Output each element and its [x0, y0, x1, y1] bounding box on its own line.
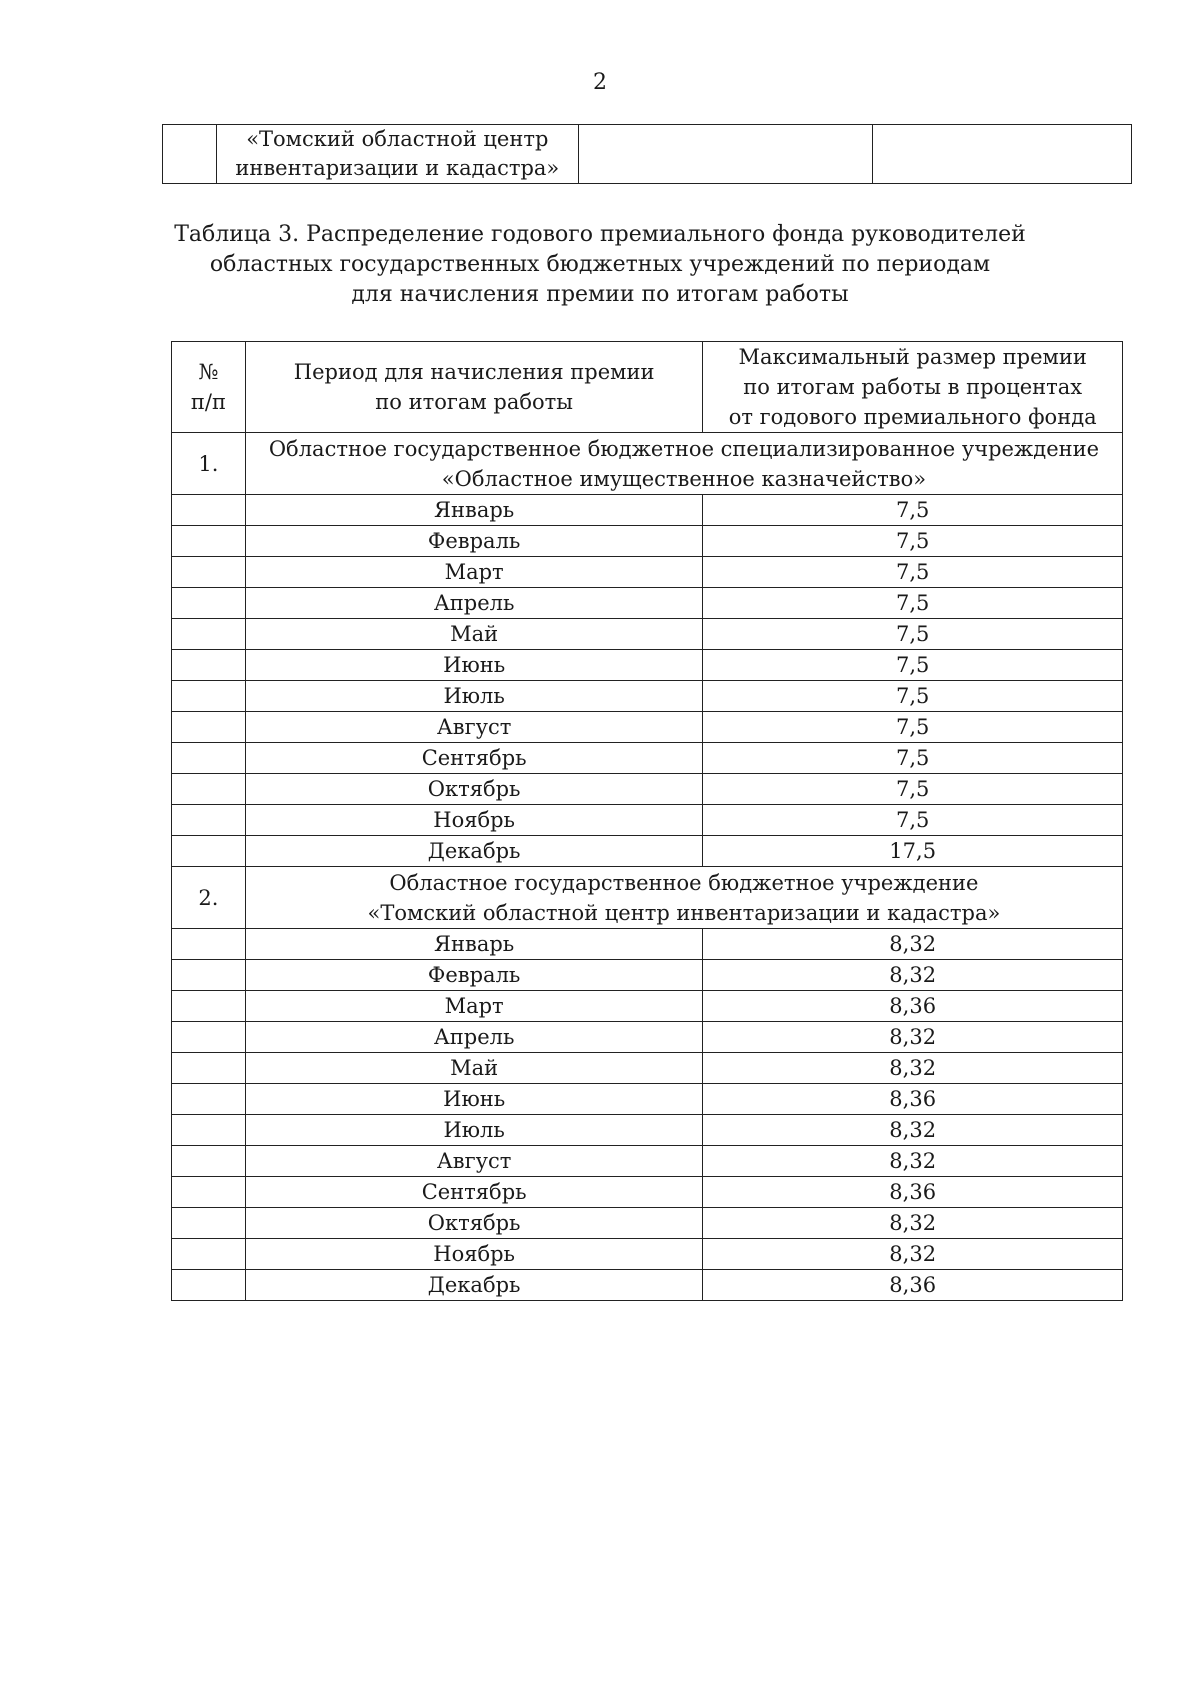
table-row [163, 125, 1132, 184]
month-cell: Ноябрь [245, 1239, 702, 1270]
header-max-bonus [703, 342, 1123, 433]
number-cell [172, 588, 246, 619]
month-cell: Май [245, 619, 702, 650]
number-cell [172, 1177, 246, 1208]
header-text: п/п [190, 390, 226, 414]
org-name-line: инвентаризации и кадастра» [235, 156, 560, 180]
table-row [172, 960, 1123, 991]
number-cell [172, 526, 246, 557]
table-row [172, 495, 1123, 526]
number-cell [172, 1053, 246, 1084]
value-cell: 8,32 [703, 1022, 1123, 1053]
month-cell: Январь [245, 495, 702, 526]
section-title-line: Областное государственное бюджетное учреждение [389, 870, 979, 895]
month-cell: Август [245, 712, 702, 743]
table-row [172, 1270, 1123, 1301]
month-cell: Апрель [245, 588, 702, 619]
section-row [172, 433, 1123, 495]
month-cell: Июль [245, 681, 702, 712]
value-cell: 8,32 [703, 1053, 1123, 1084]
number-cell [172, 650, 246, 681]
empty-cell [873, 125, 1132, 184]
value-cell: 7,5 [703, 526, 1123, 557]
org-name-line: «Томский областной центр [246, 127, 549, 151]
section-row [172, 867, 1123, 929]
header-text: Период для начисления премии [293, 360, 655, 384]
section-title [245, 867, 1122, 929]
header-text: от годового премиального фонда [728, 405, 1097, 429]
number-cell [172, 1146, 246, 1177]
month-cell: Апрель [245, 1022, 702, 1053]
caption-line: Таблица 3. Распределение годового премиального фонда руководителей [174, 222, 1026, 247]
table-row [172, 619, 1123, 650]
header-row [172, 342, 1123, 433]
value-cell: 8,32 [703, 929, 1123, 960]
page-number: 2 [593, 70, 607, 95]
number-cell [172, 557, 246, 588]
month-cell: Февраль [245, 960, 702, 991]
section-number: 2. [172, 867, 246, 929]
month-cell: Октябрь [245, 1208, 702, 1239]
month-cell: Май [245, 1053, 702, 1084]
table-row [172, 991, 1123, 1022]
bonus-distribution-table [171, 341, 1123, 1301]
value-cell: 8,36 [703, 1084, 1123, 1115]
org-name-cell [216, 125, 578, 184]
number-cell [172, 1022, 246, 1053]
number-cell [172, 991, 246, 1022]
value-cell: 7,5 [703, 588, 1123, 619]
table-row [172, 805, 1123, 836]
value-cell: 7,5 [703, 495, 1123, 526]
table-row [172, 557, 1123, 588]
header-text: по итогам работы в процентах [743, 375, 1083, 399]
month-cell: Сентябрь [245, 1177, 702, 1208]
table-row [172, 1084, 1123, 1115]
value-cell: 7,5 [703, 712, 1123, 743]
month-cell: Ноябрь [245, 805, 702, 836]
value-cell: 8,36 [703, 1177, 1123, 1208]
table-row [172, 1053, 1123, 1084]
table-caption [0, 220, 1200, 310]
table-row [172, 650, 1123, 681]
value-cell: 17,5 [703, 836, 1123, 867]
section-title-line: «Областное имущественное казначейство» [441, 466, 927, 491]
section-title-line: «Томский областной центр инвентаризации и кадастра» [367, 900, 1001, 925]
section-title-line: Областное государственное бюджетное специализированное учреждение [268, 436, 1100, 461]
value-cell: 8,32 [703, 1208, 1123, 1239]
value-cell: 8,36 [703, 991, 1123, 1022]
month-cell: Март [245, 991, 702, 1022]
header-text: по итогам работы [375, 390, 573, 414]
header-text: № [198, 360, 219, 384]
month-cell: Февраль [245, 526, 702, 557]
number-cell [172, 743, 246, 774]
table-row [172, 526, 1123, 557]
value-cell: 7,5 [703, 650, 1123, 681]
table-row [172, 774, 1123, 805]
table-row [172, 588, 1123, 619]
value-cell: 8,32 [703, 960, 1123, 991]
table-row [172, 681, 1123, 712]
number-cell [172, 1084, 246, 1115]
section-title [245, 433, 1122, 495]
month-cell: Июль [245, 1115, 702, 1146]
number-cell [172, 712, 246, 743]
value-cell: 7,5 [703, 774, 1123, 805]
header-text: Максимальный размер премии [738, 345, 1087, 369]
table-row [172, 1177, 1123, 1208]
table-row [172, 1146, 1123, 1177]
empty-cell [578, 125, 873, 184]
header-period [245, 342, 702, 433]
number-cell [172, 836, 246, 867]
month-cell: Июнь [245, 1084, 702, 1115]
value-cell: 7,5 [703, 743, 1123, 774]
number-cell [172, 929, 246, 960]
number-cell [163, 125, 217, 184]
value-cell: 7,5 [703, 619, 1123, 650]
value-cell: 8,36 [703, 1270, 1123, 1301]
number-cell [172, 805, 246, 836]
continued-table [162, 124, 1132, 184]
number-cell [172, 495, 246, 526]
month-cell: Октябрь [245, 774, 702, 805]
month-cell: Сентябрь [245, 743, 702, 774]
caption-line: областных государственных бюджетных учреждений по периодам [209, 252, 991, 277]
month-cell: Июнь [245, 650, 702, 681]
table-row [172, 836, 1123, 867]
number-cell [172, 1208, 246, 1239]
month-cell: Январь [245, 929, 702, 960]
value-cell: 8,32 [703, 1239, 1123, 1270]
value-cell: 7,5 [703, 557, 1123, 588]
number-cell [172, 1239, 246, 1270]
header-number [172, 342, 246, 433]
section-number: 1. [172, 433, 246, 495]
value-cell: 7,5 [703, 681, 1123, 712]
table-row [172, 929, 1123, 960]
table-row [172, 743, 1123, 774]
value-cell: 8,32 [703, 1146, 1123, 1177]
table-row [172, 712, 1123, 743]
number-cell [172, 774, 246, 805]
number-cell [172, 960, 246, 991]
caption-line: для начисления премии по итогам работы [351, 282, 849, 307]
table-row [172, 1239, 1123, 1270]
number-cell [172, 619, 246, 650]
number-cell [172, 1270, 246, 1301]
table-row [172, 1022, 1123, 1053]
month-cell: Август [245, 1146, 702, 1177]
table-row [172, 1208, 1123, 1239]
value-cell: 8,32 [703, 1115, 1123, 1146]
number-cell [172, 1115, 246, 1146]
table-row [172, 1115, 1123, 1146]
month-cell: Декабрь [245, 1270, 702, 1301]
value-cell: 7,5 [703, 805, 1123, 836]
month-cell: Декабрь [245, 836, 702, 867]
month-cell: Март [245, 557, 702, 588]
number-cell [172, 681, 246, 712]
